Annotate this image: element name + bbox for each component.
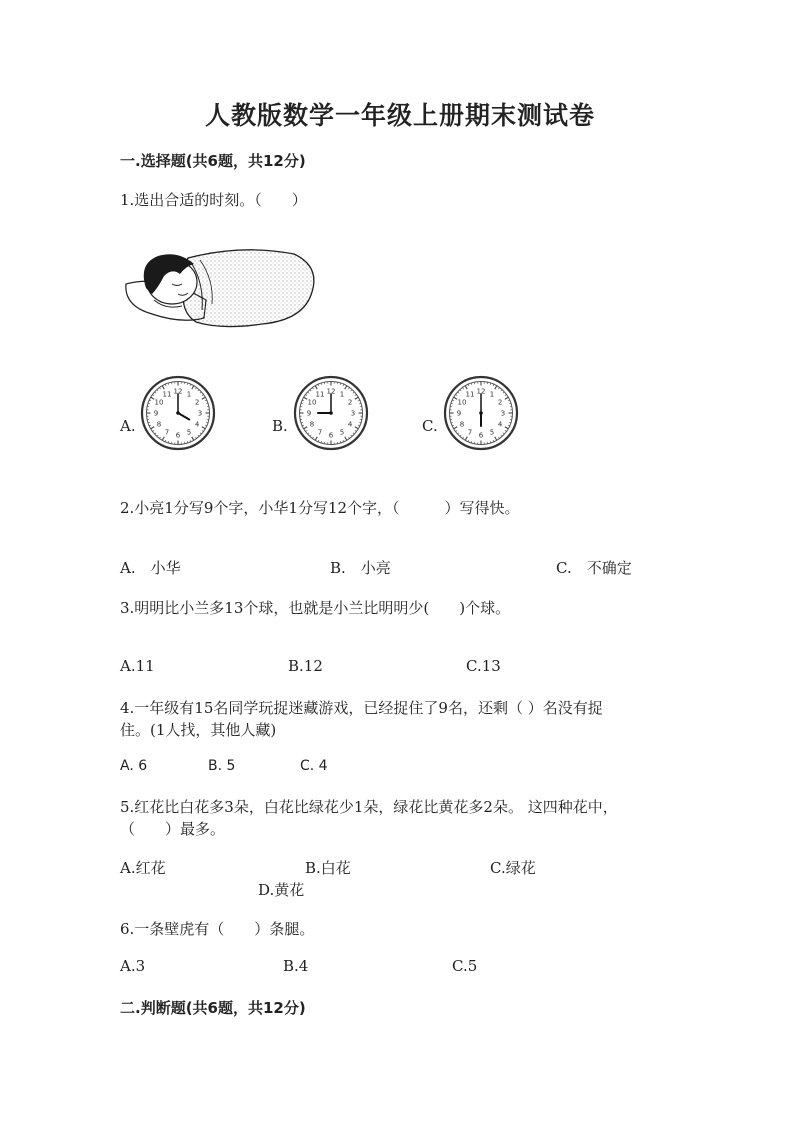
- q5-option-c: C.绿花: [490, 859, 536, 877]
- q4-option-b: B. 5: [208, 758, 236, 774]
- question-3: 3.明明比小兰多13个球，也就是小兰比明明少( )个球。: [120, 599, 511, 617]
- clock-number: 10: [307, 398, 317, 407]
- clock-number: 5: [186, 428, 192, 437]
- q1-option-a-label: A.: [120, 417, 136, 435]
- clock-number: 8: [459, 420, 465, 429]
- q2-option-c: C. 不确定: [556, 559, 632, 577]
- q2-option-a: A. 小华: [120, 559, 181, 577]
- q5-option-d: D.黄花: [258, 881, 305, 899]
- question-6: 6.一条壁虎有（ ）条腿。: [120, 920, 315, 938]
- question-5-line-2: （ ）最多。: [120, 820, 226, 838]
- q3-option-c: C.13: [466, 657, 501, 675]
- clock-number: 6: [478, 431, 484, 440]
- q5-option-b: B.白花: [305, 859, 351, 877]
- clock-number: 8: [156, 420, 162, 429]
- question-4-line-1: 4.一年级有15名同学玩捉迷藏游戏，已经捉住了9名，还剩（ ）名没有捉: [120, 699, 603, 717]
- sleeping-child-illustration: [122, 244, 318, 334]
- clock-number: 2: [194, 398, 200, 407]
- q6-option-c: C.5: [452, 957, 478, 975]
- q1-option-c-label: C.: [422, 417, 438, 435]
- question-4-line-2: 住。(1人找，其他人藏): [120, 721, 277, 739]
- clock-number: 6: [175, 431, 181, 440]
- question-5-line-1: 5.红花比白花多3朵，白花比绿花少1朵，绿花比黄花多2朵。 这四种花中，: [120, 798, 618, 816]
- clock-number: 1: [339, 390, 345, 399]
- question-2: 2.小亮1分写9个字，小华1分写12个字，（ ）写得快。: [120, 499, 520, 517]
- clock-number: 9: [153, 409, 159, 418]
- q3-option-a: A.11: [120, 657, 155, 675]
- clock-number: 3: [350, 409, 356, 418]
- q2-option-b: B. 小亮: [330, 559, 391, 577]
- clock-number: 9: [306, 409, 312, 418]
- section-heading-choice: 一.选择题(共6题，共12分): [120, 152, 306, 170]
- clock-number: 5: [489, 428, 495, 437]
- q6-option-a: A.3: [120, 957, 146, 975]
- clock-number: 12: [476, 387, 486, 396]
- clock-number: 11: [162, 390, 172, 399]
- q4-option-c: C. 4: [300, 758, 328, 774]
- clock-number: 12: [326, 387, 336, 396]
- clock-number: 7: [467, 428, 473, 437]
- q5-option-a: A.红花: [120, 859, 166, 877]
- clock-number: 2: [347, 398, 353, 407]
- question-1: 1.选出合适的时刻。（ ）: [120, 191, 307, 209]
- clock-number: 8: [309, 420, 315, 429]
- clock-number: 7: [317, 428, 323, 437]
- clock-number: 1: [186, 390, 192, 399]
- clock-number: 10: [154, 398, 164, 407]
- clock-number: 3: [500, 409, 506, 418]
- clock-center: [176, 411, 180, 415]
- clock-center: [479, 411, 483, 415]
- clock-center: [329, 411, 333, 415]
- clock-c: [443, 375, 519, 451]
- clock-number: 9: [456, 409, 462, 418]
- clock-number: 6: [328, 431, 334, 440]
- section-heading-judgement: 二.判断题(共6题，共12分): [120, 999, 306, 1017]
- q4-option-a: A. 6: [120, 758, 148, 774]
- clock-number: 4: [194, 420, 200, 429]
- clock-number: 4: [497, 420, 503, 429]
- clock-number: 11: [315, 390, 325, 399]
- q6-option-b: B.4: [283, 957, 309, 975]
- clock-number: 5: [339, 428, 345, 437]
- clock-number: 1: [489, 390, 495, 399]
- clock-number: 4: [347, 420, 353, 429]
- clock-number: 12: [173, 387, 183, 396]
- clock-number: 3: [197, 409, 203, 418]
- q3-option-b: B.12: [288, 657, 323, 675]
- q1-option-b-label: B.: [272, 417, 288, 435]
- clock-b: [293, 375, 369, 451]
- clock-number: 2: [497, 398, 503, 407]
- clock-number: 7: [164, 428, 170, 437]
- clock-a: [140, 375, 216, 451]
- clock-number: 11: [465, 390, 475, 399]
- page-title: 人教版数学一年级上册期末测试卷: [204, 101, 595, 130]
- clock-number: 10: [457, 398, 467, 407]
